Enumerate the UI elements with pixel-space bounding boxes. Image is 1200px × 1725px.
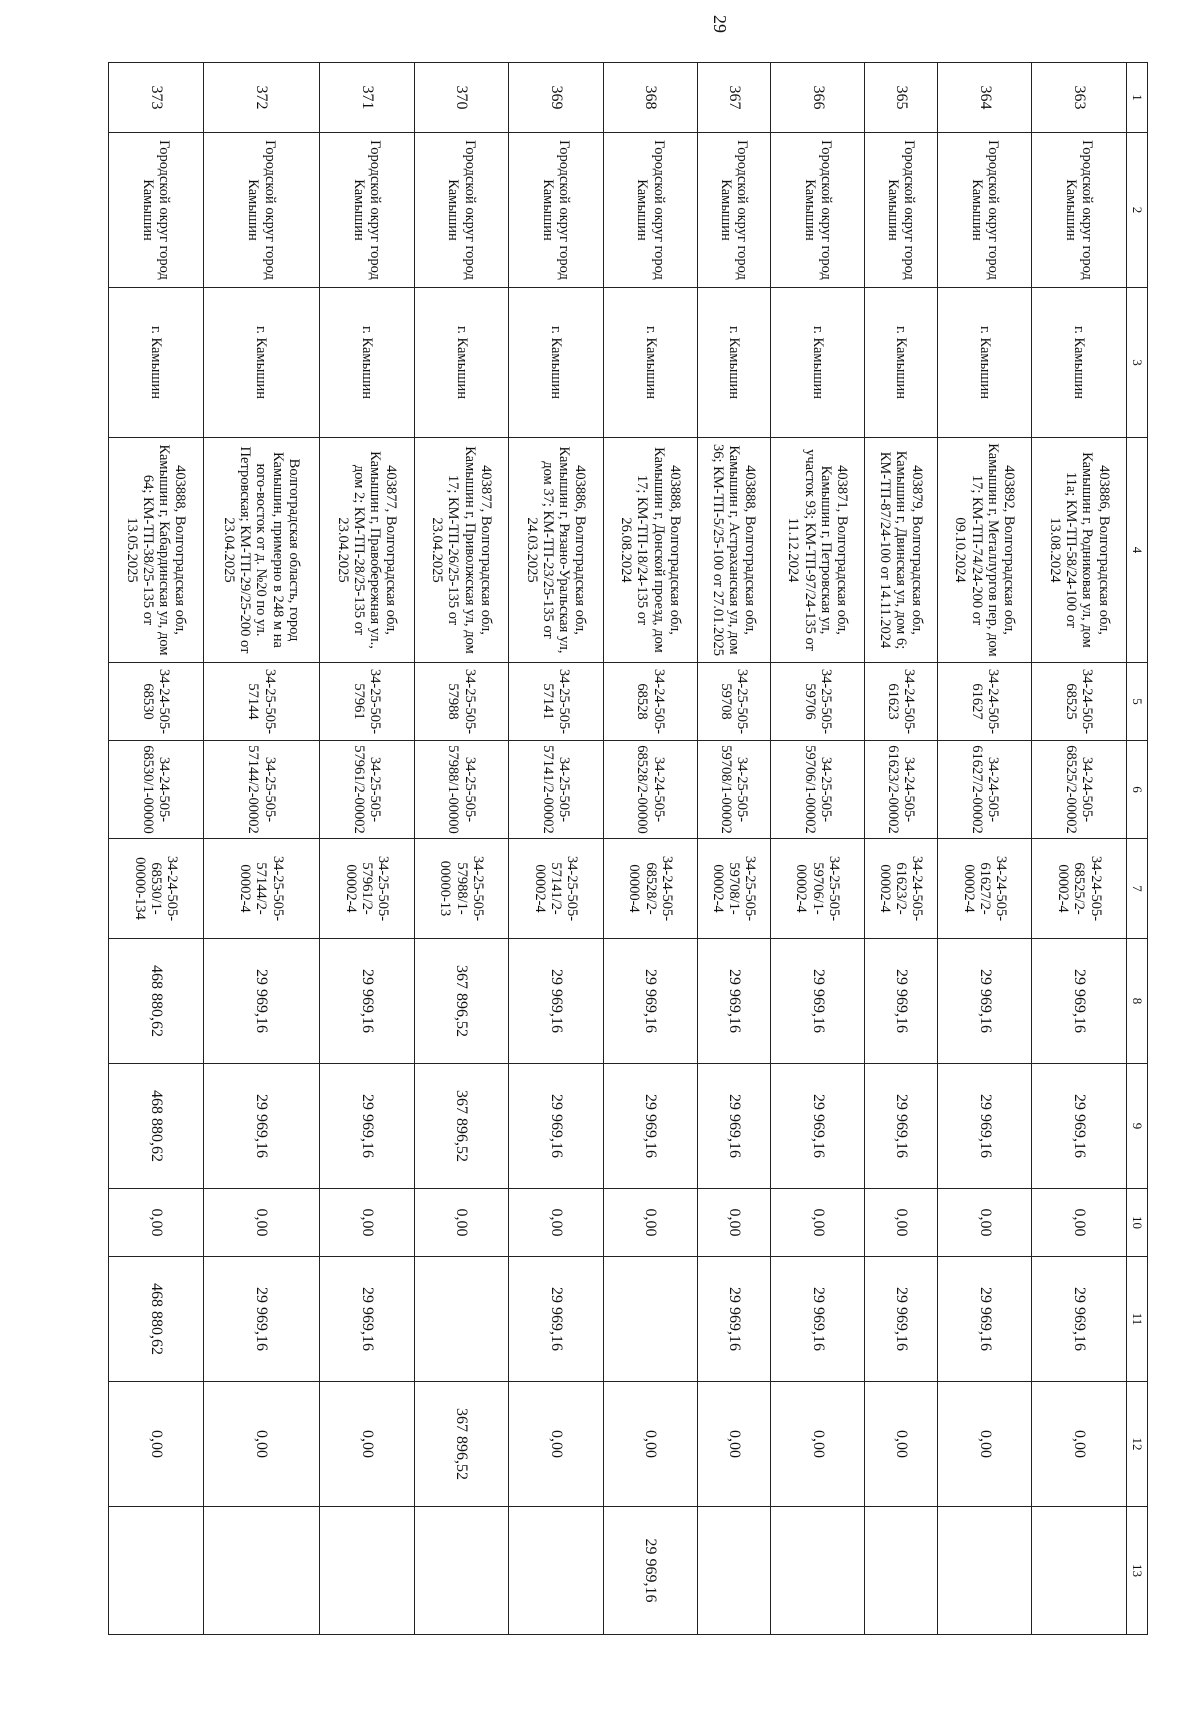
table-row	[1032, 63, 1127, 1635]
column-header: 8	[1127, 939, 1148, 1064]
amount-total-cell: 29 969,16	[865, 939, 938, 1064]
header-row	[1127, 63, 1148, 1635]
object-id-cell: 34-25-505-57988/1-00000-13	[414, 839, 509, 939]
amount-col-11-cell: 29 969,16	[1032, 1257, 1127, 1382]
amount-col-9-cell: 29 969,16	[603, 1064, 698, 1189]
settlement-cell: г. Камышин	[698, 288, 771, 438]
table-row	[770, 63, 865, 1635]
amount-col-9-cell: 29 969,16	[509, 1064, 604, 1189]
amount-col-9-cell: 29 969,16	[203, 1064, 319, 1189]
municipality-cell: Городской округ город Камышин	[320, 133, 415, 288]
settlement-cell: г. Камышин	[603, 288, 698, 438]
address-contract-cell: 403892, Волгоградская обл, Камышин г, Металлургов пер, дом 17; КМ-ТП-74/24-200 от 09.10.2024	[937, 438, 1032, 663]
settlement-cell: г. Камышин	[414, 288, 509, 438]
amount-col-11-cell: 29 969,16	[320, 1257, 415, 1382]
amount-col-11-cell: 29 969,16	[509, 1257, 604, 1382]
column-header: 12	[1127, 1382, 1148, 1507]
amount-total-cell: 29 969,16	[698, 939, 771, 1064]
amount-col-10-cell: 0,00	[1032, 1189, 1127, 1257]
amount-col-13-cell	[203, 1507, 319, 1635]
address-contract-cell: 403877, Волгоградская обл, Камышин г, Правобережная ул., дом 2; КМ-ТП-28/25-135 от 23.04.2025	[320, 438, 415, 663]
cadastral-number-cell: 34-25-505-57988/1-00000	[414, 741, 509, 839]
settlement-cell: г. Камышин	[509, 288, 604, 438]
amount-col-9-cell: 29 969,16	[698, 1064, 771, 1189]
municipality-cell: Городской округ город Камышин	[109, 133, 204, 288]
column-header: 7	[1127, 839, 1148, 939]
data-table	[108, 62, 1148, 1635]
amount-total-cell: 29 969,16	[603, 939, 698, 1064]
table-row	[937, 63, 1032, 1635]
cadastral-number-cell: 34-25-505-59706/1-00002	[770, 741, 865, 839]
row-number-cell: 363	[1032, 63, 1127, 133]
amount-col-12-cell: 0,00	[770, 1382, 865, 1507]
column-header: 10	[1127, 1189, 1148, 1257]
row-number-cell: 371	[320, 63, 415, 133]
amount-col-11-cell: 29 969,16	[937, 1257, 1032, 1382]
amount-col-11-cell: 29 969,16	[770, 1257, 865, 1382]
object-code-cell: 34-25-505-57141	[509, 663, 604, 741]
cadastral-number-cell: 34-25-505-59708/1-00002	[698, 741, 771, 839]
amount-col-12-cell: 0,00	[937, 1382, 1032, 1507]
settlement-cell: г. Камышин	[203, 288, 319, 438]
cadastral-number-cell: 34-25-505-57141/2-00002	[509, 741, 604, 839]
address-contract-cell: 403888, Волгоградская обл, Камышин г, Астраханская ул, дом 36; КМ-ТП-5/25-100 от 27.01.2025	[698, 438, 771, 663]
amount-col-10-cell: 0,00	[865, 1189, 938, 1257]
municipality-cell: Городской округ город Камышин	[203, 133, 319, 288]
amount-col-9-cell: 29 969,16	[320, 1064, 415, 1189]
settlement-cell: г. Камышин	[1032, 288, 1127, 438]
amount-col-10-cell: 0,00	[109, 1189, 204, 1257]
column-header: 4	[1127, 438, 1148, 663]
column-header: 9	[1127, 1064, 1148, 1189]
municipality-cell: Городской округ город Камышин	[603, 133, 698, 288]
address-contract-cell: 403888, Волгоградская обл, Камышин г, Кабардинская ул, дом 64; КМ-ТП-38/25-135 от 13.05.2025	[109, 438, 204, 663]
object-id-cell: 34-24-505-68530/1-00000-134	[109, 839, 204, 939]
amount-total-cell: 29 969,16	[320, 939, 415, 1064]
municipality-cell: Городской округ город Камышин	[937, 133, 1032, 288]
address-contract-cell: 403886, Волгоградская обл, Камышин г, Рязано-Уральская ул, дом 37; КМ-ТП-23/25-135 от 24.03.2025	[509, 438, 604, 663]
address-contract-cell: Волгоградская область, город Камышин, примерно в 248 м на юго-восток от д. №20 по ул. Петровская; КМ-ТП-29/25-200 от 23.04.2025	[203, 438, 319, 663]
settlement-cell: г. Камышин	[770, 288, 865, 438]
object-id-cell: 34-25-505-57144/2-00002-4	[203, 839, 319, 939]
column-header: 11	[1127, 1257, 1148, 1382]
row-number-cell: 373	[109, 63, 204, 133]
amount-col-13-cell	[698, 1507, 771, 1635]
amount-total-cell: 367 896,52	[414, 939, 509, 1064]
amount-col-10-cell: 0,00	[698, 1189, 771, 1257]
amount-total-cell: 29 969,16	[203, 939, 319, 1064]
cadastral-number-cell: 34-24-505-68525/2-00002	[1032, 741, 1127, 839]
amount-col-13-cell	[414, 1507, 509, 1635]
object-id-cell: 34-25-505-57141/2-00002-4	[509, 839, 604, 939]
amount-col-12-cell: 0,00	[203, 1382, 319, 1507]
column-header: 6	[1127, 741, 1148, 839]
row-number-cell: 368	[603, 63, 698, 133]
municipality-cell: Городской округ город Камышин	[1032, 133, 1127, 288]
amount-total-cell: 29 969,16	[1032, 939, 1127, 1064]
address-contract-cell: 403877, Волгоградская обл, Камышин г, Приволжская ул, дом 17; КМ-ТП-26/25-135 от 23.04.2025	[414, 438, 509, 663]
cadastral-number-cell: 34-24-505-68528/2-00000	[603, 741, 698, 839]
object-code-cell: 34-24-505-68525	[1032, 663, 1127, 741]
column-header: 3	[1127, 288, 1148, 438]
object-code-cell: 34-24-505-61623	[865, 663, 938, 741]
object-code-cell: 34-25-505-57988	[414, 663, 509, 741]
amount-col-13-cell	[937, 1507, 1032, 1635]
object-code-cell: 34-24-505-68530	[109, 663, 204, 741]
amount-col-10-cell: 0,00	[203, 1189, 319, 1257]
settlement-cell: г. Камышин	[937, 288, 1032, 438]
municipality-cell: Городской округ город Камышин	[698, 133, 771, 288]
municipality-cell: Городской округ город Камышин	[770, 133, 865, 288]
amount-col-10-cell: 0,00	[603, 1189, 698, 1257]
cadastral-number-cell: 34-25-505-57144/2-00002	[203, 741, 319, 839]
amount-col-10-cell: 0,00	[320, 1189, 415, 1257]
object-code-cell: 34-25-505-57144	[203, 663, 319, 741]
object-code-cell: 34-25-505-59706	[770, 663, 865, 741]
table-row	[414, 63, 509, 1635]
object-id-cell: 34-25-505-57961/2-00002-4	[320, 839, 415, 939]
amount-col-9-cell: 468 880,62	[109, 1064, 204, 1189]
amount-col-13-cell	[865, 1507, 938, 1635]
amount-col-11-cell	[603, 1257, 698, 1382]
amount-col-9-cell: 29 969,16	[865, 1064, 938, 1189]
cadastral-number-cell: 34-24-505-61623/2-00002	[865, 741, 938, 839]
amount-col-9-cell: 29 969,16	[770, 1064, 865, 1189]
amount-total-cell: 29 969,16	[937, 939, 1032, 1064]
amount-col-12-cell: 0,00	[320, 1382, 415, 1507]
row-number-cell: 367	[698, 63, 771, 133]
amount-col-11-cell: 468 880,62	[109, 1257, 204, 1382]
amount-col-13-cell	[320, 1507, 415, 1635]
municipality-cell: Городской округ город Камышин	[414, 133, 509, 288]
row-number-cell: 372	[203, 63, 319, 133]
object-id-cell: 34-24-505-61627/2-00002-4	[937, 839, 1032, 939]
table-row	[865, 63, 938, 1635]
amount-col-10-cell: 0,00	[937, 1189, 1032, 1257]
cadastral-number-cell: 34-24-505-61627/2-00002	[937, 741, 1032, 839]
object-code-cell: 34-24-505-61627	[937, 663, 1032, 741]
object-id-cell: 34-25-505-59706/1-00002-4	[770, 839, 865, 939]
amount-col-12-cell: 367 896,52	[414, 1382, 509, 1507]
row-number-cell: 365	[865, 63, 938, 133]
amount-col-13-cell	[1032, 1507, 1127, 1635]
table-row	[320, 63, 415, 1635]
amount-col-10-cell: 0,00	[414, 1189, 509, 1257]
amount-col-13-cell	[509, 1507, 604, 1635]
table-row	[509, 63, 604, 1635]
table-body	[109, 63, 1127, 1635]
amount-col-12-cell: 0,00	[509, 1382, 604, 1507]
amount-col-12-cell: 0,00	[698, 1382, 771, 1507]
address-contract-cell: 403886, Волгоградская обл, Камышин г, Родниковая ул, дом 11а; КМ-ТП-58/24-100 от 13.08.2024	[1032, 438, 1127, 663]
column-header: 2	[1127, 133, 1148, 288]
amount-total-cell: 468 880,62	[109, 939, 204, 1064]
amount-col-9-cell: 367 896,52	[414, 1064, 509, 1189]
amount-col-13-cell	[109, 1507, 204, 1635]
rotated-table-inner	[108, 62, 1148, 1634]
rotated-table-container	[108, 62, 1148, 1634]
address-contract-cell: 403871, Волгоградская обл, Камышин г, Петровская ул, участок 93; КМ-ТП-97/24-135 от 11.12.2024	[770, 438, 865, 663]
object-code-cell: 34-25-505-57961	[320, 663, 415, 741]
page-number: 29	[710, 15, 730, 33]
row-number-cell: 366	[770, 63, 865, 133]
amount-col-10-cell: 0,00	[509, 1189, 604, 1257]
object-id-cell: 34-25-505-59708/1-00002-4	[698, 839, 771, 939]
object-code-cell: 34-25-505-59708	[698, 663, 771, 741]
amount-col-11-cell	[414, 1257, 509, 1382]
amount-col-12-cell: 0,00	[603, 1382, 698, 1507]
amount-col-13-cell: 29 969,16	[603, 1507, 698, 1635]
cadastral-number-cell: 34-24-505-68530/1-00000	[109, 741, 204, 839]
amount-col-11-cell: 29 969,16	[203, 1257, 319, 1382]
amount-col-9-cell: 29 969,16	[1032, 1064, 1127, 1189]
table-row	[203, 63, 319, 1635]
object-code-cell: 34-24-505-68528	[603, 663, 698, 741]
amount-col-9-cell: 29 969,16	[937, 1064, 1032, 1189]
column-header: 1	[1127, 63, 1148, 133]
table-row	[109, 63, 204, 1635]
address-contract-cell: 403888, Волгоградская обл, Камышин г, Донской проезд, дом 17; КМ-ТП-18/24-135 от 26.08.2024	[603, 438, 698, 663]
row-number-cell: 364	[937, 63, 1032, 133]
row-number-cell: 370	[414, 63, 509, 133]
row-number-cell: 369	[509, 63, 604, 133]
object-id-cell: 34-24-505-68525/2-00002-4	[1032, 839, 1127, 939]
column-header: 5	[1127, 663, 1148, 741]
amount-total-cell: 29 969,16	[770, 939, 865, 1064]
amount-col-12-cell: 0,00	[109, 1382, 204, 1507]
municipality-cell: Городской округ город Камышин	[509, 133, 604, 288]
amount-col-10-cell: 0,00	[770, 1189, 865, 1257]
address-contract-cell: 403879, Волгоградская обл, Камышин г, Двинская ул, дом 6; КМ-ТП-87/24-100 от 14.11.2024	[865, 438, 938, 663]
column-header: 13	[1127, 1507, 1148, 1635]
amount-col-11-cell: 29 969,16	[698, 1257, 771, 1382]
amount-col-13-cell	[770, 1507, 865, 1635]
table-row	[603, 63, 698, 1635]
table-row	[698, 63, 771, 1635]
settlement-cell: г. Камышин	[320, 288, 415, 438]
settlement-cell: г. Камышин	[109, 288, 204, 438]
settlement-cell: г. Камышин	[865, 288, 938, 438]
amount-col-11-cell: 29 969,16	[865, 1257, 938, 1382]
cadastral-number-cell: 34-25-505-57961/2-00002	[320, 741, 415, 839]
municipality-cell: Городской округ город Камышин	[865, 133, 938, 288]
object-id-cell: 34-24-505-61623/2-00002-4	[865, 839, 938, 939]
amount-total-cell: 29 969,16	[509, 939, 604, 1064]
amount-col-12-cell: 0,00	[865, 1382, 938, 1507]
amount-col-12-cell: 0,00	[1032, 1382, 1127, 1507]
object-id-cell: 34-24-505-68528/2-00000-4	[603, 839, 698, 939]
